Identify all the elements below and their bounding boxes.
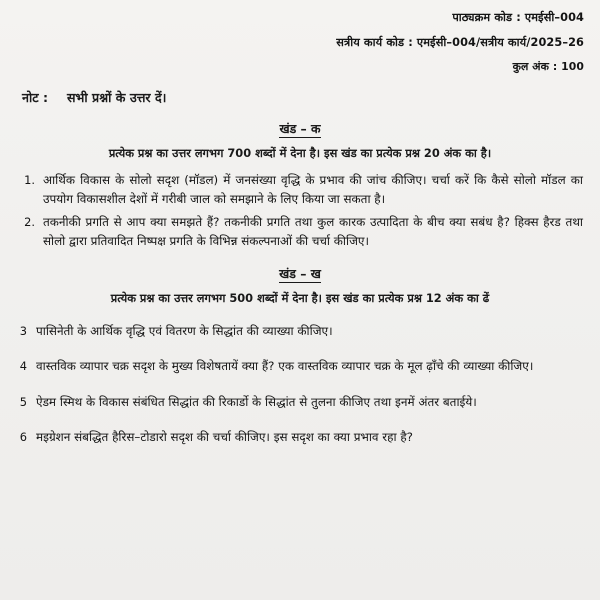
question-text: पासिनेती के आर्थिक वृद्धि एवं वितरण के सिद्धांत की व्याख्या कीजिए। (36, 324, 333, 339)
question-number: 1. (24, 173, 35, 188)
question-number: 5 (19, 394, 27, 409)
section-heading-kha-text: खंड – ख (279, 266, 321, 282)
question-item (13, 322, 587, 341)
section-heading-ka-text: खंड – क (279, 121, 321, 137)
question-number: 4 (19, 359, 27, 374)
question-item (13, 357, 587, 376)
question-number: 6 (19, 430, 27, 444)
question-item (13, 393, 587, 412)
section-khand-kha (13, 265, 587, 447)
question-text: तकनीकी प्रगति से आप क्या समझते हैं? तकनीकी प्रगति तथा कुल कारक उत्पादिता के बीच क्या सबंध है? हिक्स हैरड तथा सोलो द्वारा प्रतिवादित निष्पक्ष प्रगति के विभिन्न संकल्पनाओं की चर्चा कीजिए। (43, 214, 583, 249)
question-text: मइग्रेशन संबद्धित हैरिस–टोडारो सदृश की चर्चा कीजिए। इस सदृश का क्या प्रभाव रहा है? (36, 430, 413, 444)
question-list-kha (13, 322, 587, 447)
question-item (13, 428, 587, 447)
question-text: ऐडम स्मिथ के विकास संबंधित सिद्धांत की रिकार्डो के सिद्धांत से तुलना कीजिए तथा इनमें अंतर बताईये। (36, 394, 477, 409)
question-item (13, 213, 587, 252)
question-number: 2. (24, 214, 35, 229)
section-instruction-kha: प्रत्येक प्रश्न का उत्तर लगभग 500 शब्दों में देना है। इस खंड का प्रत्येक प्रश्न 12 अंक का ढें (110, 291, 490, 306)
total-marks-line: कुल अंक : 100 (512, 59, 584, 73)
note-text: सभी प्रश्नों के उत्तर दें। (67, 90, 167, 106)
question-list-ka (13, 171, 587, 251)
question-text: वास्तविक व्यापार चक्र सदृश के मुख्य विशेषतायें क्या हैं? एक वास्तविक व्यापार चक्र के मूल ढ़ाँचे की व्याख्या कीजिए। (36, 359, 534, 374)
section-heading-kha (13, 265, 587, 282)
question-item (13, 171, 587, 210)
course-code-line: पाठ्यक्रम कोड : एमईसी–004 (452, 11, 584, 24)
document-header (13, 11, 587, 73)
section-instruction-ka: प्रत्येक प्रश्न का उत्तर लगभग 700 शब्दों में देना है। इस खंड का प्रत्येक प्रश्न 20 अंक का है। (108, 146, 492, 161)
note-row (13, 89, 587, 106)
section-heading-ka (13, 120, 587, 137)
assignment-code-line: सत्रीय कार्य कोड : एमईसी–004/सत्रीय कार्य/2025–26 (336, 35, 584, 49)
question-text: आर्थिक विकास के सोलो सदृश (मॉडल) में जनसंख्या वृद्धि के प्रभाव की जांच कीजिए। चर्चा करें कि कैसे सोलो मॉडल का उपयोग विकासशील देशों में गरीबी जाल को समझाने के लिए किया जा सकता है। (43, 173, 583, 207)
question-number: 3 (19, 324, 27, 339)
section-khand-ka (13, 120, 587, 251)
note-label: नोट : (22, 90, 49, 106)
